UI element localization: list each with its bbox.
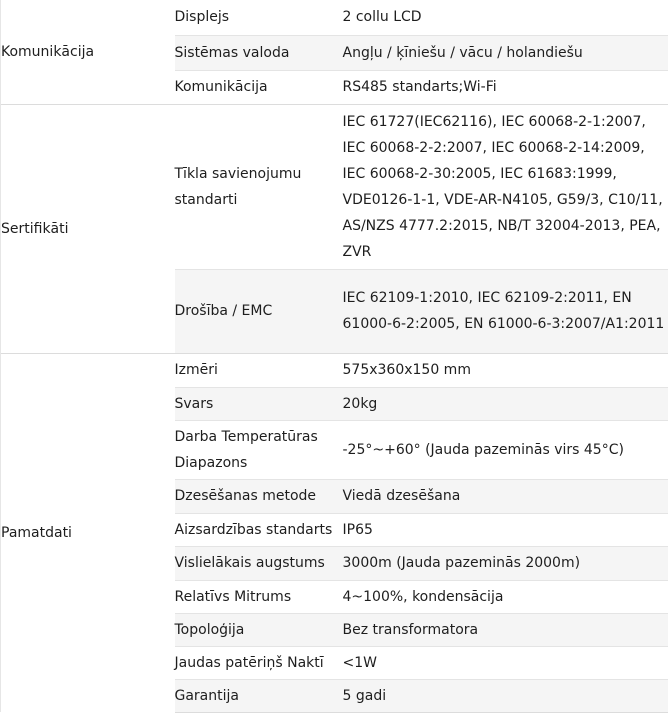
- spec-label: Garantija: [175, 679, 343, 712]
- spec-label: Displejs: [174, 9, 230, 26]
- spec-value: 2 collu LCD: [342, 9, 422, 26]
- spec-label: Dzesēšanas metode: [175, 479, 343, 513]
- spec-value: IEC 62109-1:2010, IEC 62109-2:2011, EN 61000-6-2:2005, EN 61000-6-3:2007/A1:2011: [343, 269, 668, 353]
- spec-value: IP65: [343, 513, 668, 546]
- spec-value: 575x360x150 mm: [343, 353, 668, 387]
- spec-value: Angļu / ķīniešu / vācu / holandiešu: [343, 35, 668, 70]
- spec-label: Darba Temperatūras Diapazons: [175, 420, 343, 479]
- spec-value: 4~100%, kondensācija: [343, 580, 668, 613]
- spec-value: IEC 61727(IEC62116), IEC 60068-2-1:2007, IEC 60068-2-2:2007, IEC 60068-2-14:2009, IEC 60068-2-30:2005, IEC 61683:1999, VDE0126-1-1, VDE-AR-N4105, G59/3, C10/11, AS/NZS 4777.2:2015, NB/T 32004-2013, PEA, ZVR: [343, 104, 668, 269]
- spec-value: <1W: [343, 646, 668, 679]
- spec-label: Jaudas patēriņš Naktī: [175, 646, 343, 679]
- spec-label: Izmēri: [175, 353, 343, 387]
- spec-value: RS485 standarts;Wi-Fi: [343, 70, 668, 104]
- group-label-certificates: Sertifikāti: [1, 104, 175, 353]
- spec-label: Topoloģija: [175, 613, 343, 646]
- spec-value: 3000m (Jauda pazeminās 2000m): [343, 546, 668, 580]
- spec-value: Viedā dzesēšana: [343, 479, 668, 513]
- spec-label: Vislielākais augstums: [175, 546, 343, 580]
- spec-row-grid-standards: [1, 104, 668, 269]
- spec-label: Komunikācija: [175, 70, 343, 104]
- spec-value: 5 gadi: [343, 679, 668, 712]
- spec-row-dimensions: [1, 353, 668, 387]
- spec-label: Tīkla savienojumu standarti: [175, 104, 343, 269]
- group-label-communication: Komunikācija: [1, 0, 175, 104]
- spec-value: -25°~+60° (Jauda pazeminās virs 45°C): [343, 420, 668, 479]
- group-label-basic: Pamatdati: [1, 353, 175, 712]
- spec-row-display: [1, 0, 668, 35]
- spec-label: Sistēmas valoda: [175, 35, 343, 70]
- spec-value: Bez transformatora: [343, 613, 668, 646]
- spec-label: Drošība / EMC: [175, 269, 343, 353]
- spec-label: Aizsardzības standarts: [175, 513, 343, 546]
- spec-label: Svars: [175, 387, 343, 420]
- spec-label: Relatīvs Mitrums: [175, 580, 343, 613]
- spec-value: 20kg: [343, 387, 668, 420]
